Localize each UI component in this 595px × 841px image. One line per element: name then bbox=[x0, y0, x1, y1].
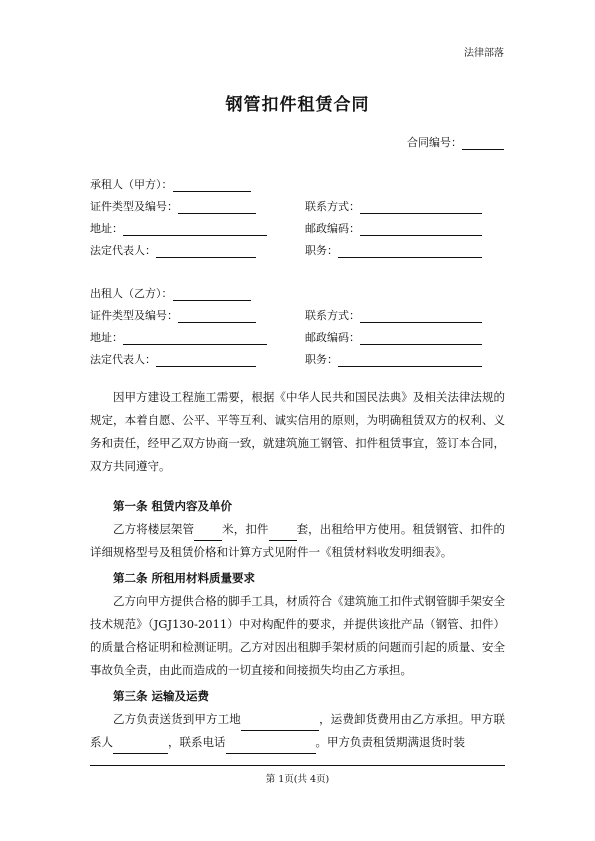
article-3-title: 第三条 运输及运费 bbox=[113, 689, 210, 703]
party-b-position bbox=[305, 351, 482, 367]
party-b-name bbox=[90, 285, 251, 301]
party-a-contact-blank bbox=[360, 201, 482, 214]
contract-number-blank bbox=[462, 137, 504, 150]
header-brand: 法律部落 bbox=[464, 48, 504, 59]
delivery-site-blank bbox=[241, 718, 319, 731]
party-a-position-label: 职务： bbox=[305, 244, 338, 257]
article-1-text-c: 套，出租给甲方使用。租赁钢管、扣件的详细规格型号及租赁价格和计算方式见附件一《租赁材料收发明细表》。 bbox=[90, 522, 506, 559]
contract-number-label: 合同编号： bbox=[407, 136, 462, 149]
party-b-address bbox=[90, 329, 267, 345]
article-3-text-d: 。甲方负责租赁期满退货时装 bbox=[315, 735, 465, 749]
party-a-postal bbox=[305, 220, 482, 236]
article-2-title: 第二条 所租用材料质量要求 bbox=[113, 571, 256, 585]
party-b-id-label: 证件类型及编号： bbox=[90, 309, 178, 322]
party-b-contact-blank bbox=[360, 310, 482, 323]
party-a-rep bbox=[90, 242, 256, 258]
page-number: 第 1页(共 4页) bbox=[265, 774, 330, 785]
footer-divider bbox=[90, 765, 505, 766]
party-b-rep-label: 法定代表人： bbox=[90, 353, 156, 366]
party-a-rep-blank bbox=[156, 245, 256, 258]
party-a-position bbox=[305, 242, 482, 258]
party-a-address-blank bbox=[123, 223, 267, 236]
party-a-label: 承租人（甲方）： bbox=[90, 178, 173, 191]
party-b-address-blank bbox=[123, 332, 267, 345]
fastener-count-blank bbox=[269, 528, 297, 541]
contact-phone-blank bbox=[226, 741, 316, 754]
party-b-label: 出租人（乙方）： bbox=[90, 287, 173, 300]
party-b-id bbox=[90, 307, 256, 323]
intro-paragraph: 因甲方建设工程施工需要，根据《中华人民共和国民法典》及相关法律法规的规定，本着自愿、公平、平等互利、诚实信用的原则，为明确租赁双方的权利、义务和责任，经甲乙双方协商一致，就建筑施工钢管、扣件租赁事宜，签订本合同，双方共同遵守。 bbox=[90, 390, 505, 473]
article-1-text-a: 乙方将楼层架管 bbox=[113, 522, 195, 536]
party-a-address bbox=[90, 220, 267, 236]
pipe-length-blank bbox=[194, 528, 222, 541]
party-a-id-blank bbox=[178, 201, 256, 214]
party-b-id-blank bbox=[178, 310, 256, 323]
document-title: 钢管扣件租赁合同 bbox=[225, 95, 370, 115]
party-b-address-label: 地址： bbox=[90, 331, 123, 344]
party-a-id-label: 证件类型及编号： bbox=[90, 200, 178, 213]
article-1-text-b: 米，扣件 bbox=[222, 522, 269, 536]
party-b-position-label: 职务： bbox=[305, 353, 338, 366]
party-a-postal-label: 邮政编码： bbox=[305, 222, 360, 235]
article-3-text-a: 乙方负责送货到甲方工地 bbox=[113, 712, 241, 726]
party-a-name-blank bbox=[173, 179, 251, 192]
party-b-name-blank bbox=[173, 288, 251, 301]
party-b-rep bbox=[90, 351, 256, 367]
party-b-rep-blank bbox=[156, 354, 256, 367]
party-b-contact bbox=[305, 307, 482, 323]
party-b-position-blank bbox=[338, 354, 482, 367]
party-b-postal-label: 邮政编码： bbox=[305, 331, 360, 344]
party-a-name bbox=[90, 176, 251, 192]
party-b-postal bbox=[305, 329, 482, 345]
article-3-text-c: ，联系电话 bbox=[168, 735, 226, 749]
contact-person-blank bbox=[113, 741, 168, 754]
article-1-paragraph bbox=[90, 518, 505, 564]
party-a-rep-label: 法定代表人： bbox=[90, 244, 156, 257]
article-1-title: 第一条 租赁内容及单价 bbox=[113, 499, 233, 513]
article-3-text-b: ，运费卸货费用由乙方承担。甲方联系人 bbox=[90, 712, 506, 749]
contract-number bbox=[407, 134, 504, 150]
party-a-position-blank bbox=[338, 245, 482, 258]
article-3-paragraph bbox=[90, 708, 505, 754]
party-a-contact bbox=[305, 198, 482, 214]
article-2-paragraph: 乙方向甲方提供合格的脚手工具，材质符合《建筑施工扣件式钢管脚手架安全技术规范》（JGJ130-2011）中对构配件的要求，并提供该批产品（钢管、扣件）的质量合格证明和检测证明。乙方对因出租脚手架材质的问题而引起的质量、安全事故负全责，由此而造成的一切直接和间接损失均由乙方承担。 bbox=[90, 594, 505, 677]
party-b-postal-blank bbox=[360, 332, 482, 345]
party-a-postal-blank bbox=[360, 223, 482, 236]
party-b-contact-label: 联系方式： bbox=[305, 309, 360, 322]
party-a-contact-label: 联系方式： bbox=[305, 200, 360, 213]
party-a-id bbox=[90, 198, 256, 214]
party-a-address-label: 地址： bbox=[90, 222, 123, 235]
